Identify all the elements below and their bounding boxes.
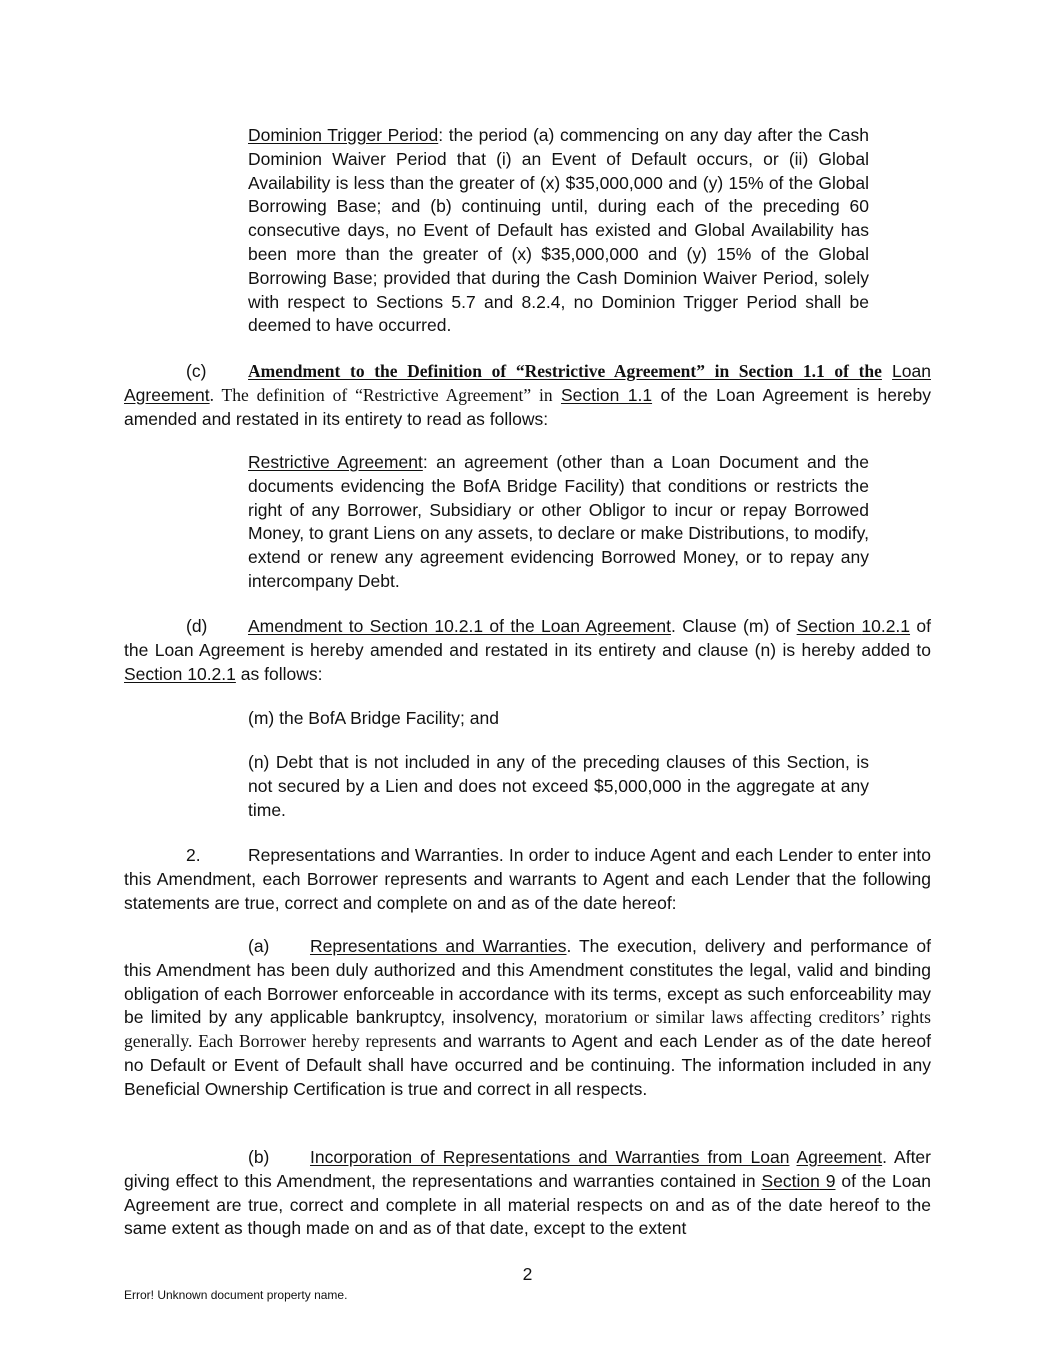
clause-heading-tail: Loan Agreement bbox=[124, 361, 931, 405]
clause-m: (m) the BofA Bridge Facility; and bbox=[248, 708, 499, 728]
clause-marker: (d) bbox=[186, 616, 208, 636]
clause-d: (d) Amendment to Section 10.2.1 of the Loan Agreement. Clause (m) of Section 10.2.1 of the Loan Agreement is hereby amended and restated in its entirety and clause (n) is hereby added to Section 10.2.1 as follows: bbox=[124, 616, 932, 684]
section-reference: Section 10.2.1 bbox=[796, 616, 911, 636]
section-reference: Section 1.1 bbox=[560, 384, 653, 405]
dominion-trigger-definition: Dominion Trigger Period: the period (a) commencing on any day after the Cash Dominion Waiver Period that (i) an Event of Default occurs, or (ii) Global Availability is less than the greater of (x) $35,000,000 and (y) 15% of the Global Borrowing Base; and (b) continuing until, during each of the preceding 60 consecutive days, no Event of Default has existed and Global Availability has been more than the greater of (x) $35,000,000 and (y) 15% of the Global Borrowing Base; provided that during the Cash Dominion Waiver Period, solely with respect to Sections 5.7 and 8.2.4, no Dominion Trigger Period shall be deemed to have occurred. bbox=[248, 125, 869, 336]
clause-marker: (a) bbox=[248, 936, 270, 956]
section-2: 2. Representations and Warranties. In order to induce Agent and each Lender to enter into this Amendment, each Borrower represents and warrants to Agent and each Lender that the following statements are true, correct and complete on and as of the date hereof: bbox=[124, 845, 931, 913]
clause-b: (b) Incorporation of Representations and Warranties from Loan Agreement. After giving effect to this Amendment, the representations and warranties contained in Section 9 of the Loan Agreement are true, correct and complete in all material respects on and as of the date hereof to the same extent as though made on and as of that date, except to the extent bbox=[124, 1147, 931, 1239]
clause-n: (n) Debt that is not included in any of the preceding clauses of this Section, is not secured by a Lien and does not exceed $5,000,000 in the aggregate at any time. bbox=[248, 752, 869, 820]
restrictive-agreement-definition: Restrictive Agreement: an agreement (other than a Loan Document and the documents evidencing the BofA Bridge Facility) that conditions or restricts the right of any Borrower, Subsidiary or other Obligor to incur or repay Borrowed Money, to grant Liens on any assets, to declare or make Distributions, to modify, extend or renew any agreement evidencing Borrowed Money, or to repay any intercompany Debt. bbox=[248, 452, 869, 591]
clause-marker: (b) bbox=[248, 1147, 270, 1167]
clause-marker: (c) bbox=[186, 361, 207, 381]
section-marker: 2. bbox=[186, 845, 201, 865]
defined-term: Restrictive Agreement bbox=[248, 452, 423, 472]
section-reference: Section 9 bbox=[761, 1170, 836, 1191]
section-reference: Section 10.2.1 bbox=[124, 663, 236, 684]
page-number: 2 bbox=[522, 1264, 533, 1284]
defined-term: Dominion Trigger Period bbox=[248, 125, 439, 145]
clause-a: (a) Representations and Warranties. The execution, delivery and performance of this Amendment has been duly authorized and this Amendment constitutes the legal, valid and binding obligation of each Borrower enforceable in accordance with its terms, except as such enforceability may be limited by any applicable bankruptcy, insolvency, moratorium or similar laws affecting creditors’ rights generally. Each Borrower hereby represents and warrants to Agent and each Lender as of the date hereof no Default or Event of Default shall have occurred and be continuing. The information included in any Beneficial Ownership Certification is true and correct in all respects. bbox=[124, 936, 931, 1099]
clause-heading: Amendment to the Definition of “Restrictive Agreement” in Section 1.1 of the bbox=[248, 361, 882, 381]
clause-heading: Incorporation of Representations and Warranties from Loan bbox=[310, 1147, 790, 1167]
clause-heading-tail: Agreement bbox=[796, 1147, 883, 1167]
footer-text: Error! Unknown document property name. bbox=[124, 1288, 348, 1302]
clause-heading: Representations and Warranties bbox=[310, 936, 567, 956]
clause-heading: Amendment to Section 10.2.1 of the Loan Agreement bbox=[248, 616, 671, 636]
clause-c: (c) Amendment to the Definition of “Restrictive Agreement” in Section 1.1 of the Loan Agreement. The definition of “Restrictive Agreement” in Section 1.1 of the Loan Agreement is hereby amended and restated in its entirety to read as follows: bbox=[124, 361, 931, 429]
